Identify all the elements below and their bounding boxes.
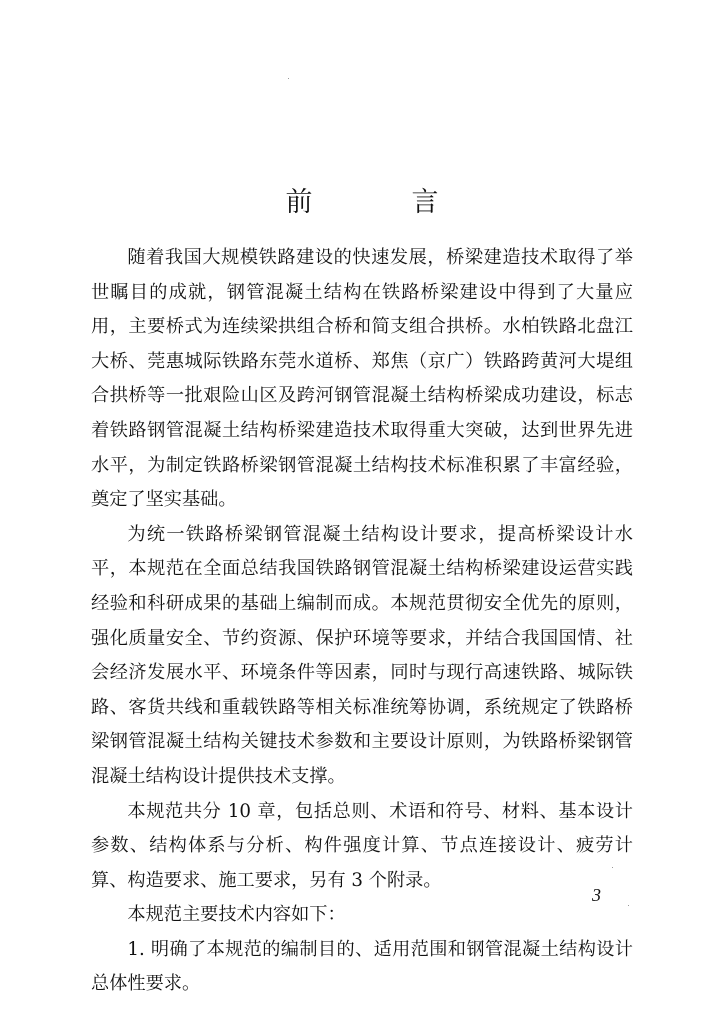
page-title: 前 言 [285, 187, 475, 218]
preface-body [91, 241, 633, 1002]
scan-speck [628, 905, 629, 906]
paragraph-chapters: 本规范共分 10 章，包括总则、术语和符号、材料、基本设计参数、结构体系与分析、构件强度计算、节点连接设计、疲劳计算、构造要求、施工要求，另有 3 个附录。 [91, 800, 633, 891]
scan-speck [612, 867, 613, 868]
paragraph-purpose: 为统一铁路桥梁钢管混凝土结构设计要求，提高桥梁设计水平，本规范在全面总结我国铁路钢管混凝土结构桥梁建设运营实践经验和科研成果的基础上编制而成。本规范贯彻安全优先的原则，强化质量安全、节约资源、保护环境等要求，并结合我国国情、社会经济发展水平、环境条件等因素，同时与现行高速铁路、城际铁路、客货共线和重载铁路等相关标准统筹协调，系统规定了铁路桥梁钢管混凝土结构关键技术参数和主要设计原则，为铁路桥梁钢管混凝土结构设计提供技术支撑。 [91, 523, 633, 787]
paragraph-main-content-intro: 本规范主要技术内容如下： [127, 904, 346, 926]
paragraph-development-background: 随着我国大规模铁路建设的快速发展，桥梁建造技术取得了举世瞩目的成就，钢管混凝土结构在铁路桥梁建设中得到了大量应用，主要桥式为连续梁拱组合桥和简支组合拱桥。水柏铁路北盘江大桥、莞惠城际铁路东莞水道桥、郑焦（京广）铁路跨黄河大堤组合拱桥等一批艰险山区及跨河钢管混凝土结构桥梁成功建设，标志着铁路钢管混凝土结构桥梁建造技术取得重大突破，达到世界先进水平，为制定铁路桥梁钢管混凝土结构技术标准积累了丰富经验，奠定了坚实基础。 [91, 247, 633, 511]
scan-speck [288, 78, 289, 79]
page-number: 3 [592, 885, 601, 905]
paragraph-item-1: 1. 明确了本规范的编制目的、适用范围和钢管混凝土结构设计总体性要求。 [91, 938, 633, 995]
